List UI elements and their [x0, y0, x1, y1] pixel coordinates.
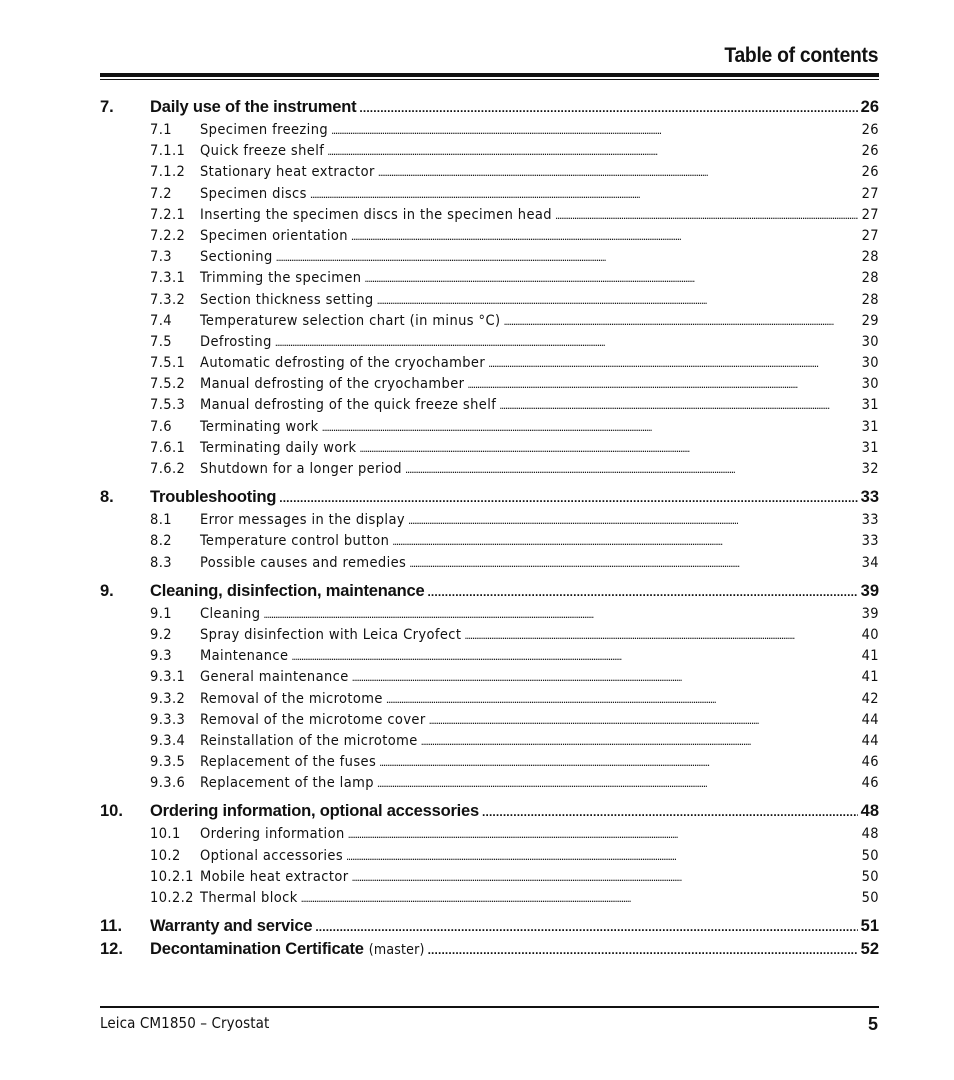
toc-section-entry[interactable]	[100, 627, 879, 648]
toc-section-entry[interactable]	[100, 848, 879, 869]
toc-section-entry[interactable]	[100, 669, 879, 690]
toc-entry-title: Terminating work	[200, 418, 319, 435]
toc-entry-number: 11.	[100, 917, 123, 936]
toc-entry-page-number: 48	[860, 802, 879, 821]
toc-entry-title: General maintenance	[200, 669, 349, 686]
toc-entry-title: Manual defrosting of the quick freeze shelf	[200, 397, 497, 414]
toc-entry-title: Possible causes and remedies	[200, 554, 407, 571]
toc-entry-page-number: 44	[861, 732, 879, 749]
toc-dot-leader	[427, 582, 857, 601]
toc-entry-title: Replacement of the fuses	[200, 754, 377, 771]
toc-entry-page-number: 28	[861, 249, 879, 266]
toc-entry-page-number: 40	[861, 626, 879, 643]
toc-section-entry[interactable]	[100, 143, 879, 164]
toc-dot-leader	[377, 775, 858, 791]
toc-entry-number: 10.2	[150, 847, 181, 864]
toc-dot-leader	[379, 754, 858, 770]
toc-entry-title: Ordering information	[200, 826, 345, 843]
toc-entry-title: Optional accessories	[200, 847, 344, 864]
toc-dot-leader	[482, 802, 858, 821]
toc-entry-number: 9.2	[150, 626, 172, 643]
toc-entry-number: 7.2.2	[150, 227, 186, 244]
toc-entry-number: 7.3.1	[150, 270, 186, 287]
toc-dot-leader	[276, 249, 858, 265]
toc-section-entry[interactable]	[100, 648, 879, 669]
toc-section-entry[interactable]	[100, 754, 879, 775]
toc-entry-title: Temperature control button	[200, 533, 390, 550]
toc-dot-leader	[392, 533, 858, 549]
toc-dot-leader	[331, 122, 858, 138]
toc-entry-title: Section thickness setting	[200, 291, 374, 308]
toc-section-entry[interactable]	[100, 270, 879, 291]
toc-entry-page-number: 41	[861, 648, 879, 665]
toc-chapter-entry[interactable]	[100, 488, 879, 511]
toc-entry-number: 7.2	[150, 185, 172, 202]
toc-entry-page-number: 46	[861, 754, 879, 771]
toc-section-entry[interactable]	[100, 207, 879, 228]
toc-entry-number: 7.6.2	[150, 461, 186, 477]
toc-dot-leader	[429, 712, 858, 728]
toc-dot-leader	[301, 890, 858, 906]
toc-entry-title: Stationary heat extractor	[200, 164, 375, 181]
toc-entry-page-number: 31	[861, 418, 879, 435]
header-rule-thin	[100, 79, 879, 80]
toc-entry-number: 7.3	[150, 249, 172, 266]
toc-section-entry[interactable]	[100, 440, 879, 461]
toc-section-entry[interactable]	[100, 775, 879, 796]
toc-dot-leader	[351, 228, 858, 244]
toc-entry-title: Defrosting	[200, 333, 272, 350]
footer-product-name: Leica CM1850 – Cryostat	[100, 1014, 270, 1032]
toc-entry-number: 9.3.5	[150, 754, 186, 771]
toc-dot-leader	[315, 917, 857, 936]
toc-entry-title: Cleaning	[200, 605, 261, 622]
toc-section-entry[interactable]	[100, 355, 879, 376]
toc-entry-number: 7.5.1	[150, 355, 186, 372]
toc-entry-number: 7.6.1	[150, 439, 186, 456]
toc-section-entry[interactable]	[100, 606, 879, 627]
toc-section-entry[interactable]	[100, 461, 879, 482]
toc-entry-page-number: 34	[861, 554, 879, 571]
toc-dot-leader	[405, 461, 858, 477]
toc-entry-number: 7.5.3	[150, 397, 186, 414]
toc-chapter-entry[interactable]	[100, 98, 879, 121]
toc-entry-title: Temperaturew selection chart (in minus °C)	[200, 312, 501, 329]
toc-dot-leader	[428, 940, 858, 959]
toc-entry-page-number: 28	[861, 270, 879, 287]
toc-chapter-entry[interactable]	[100, 940, 879, 963]
toc-section-entry[interactable]	[100, 228, 879, 249]
toc-entry-title: Mobile heat extractor	[200, 868, 349, 885]
toc-entry-number: 9.3.1	[150, 669, 186, 686]
toc-entry-number: 7.5.2	[150, 376, 186, 393]
toc-entry-title: Troubleshooting	[150, 488, 277, 507]
toc-section-entry[interactable]	[100, 186, 879, 207]
toc-dot-leader	[359, 98, 857, 117]
toc-entry-number: 9.1	[150, 605, 172, 622]
toc-entry-page-number: 33	[861, 533, 879, 550]
toc-entry-page-number: 26	[860, 98, 879, 116]
toc-entry-title: Specimen discs	[200, 185, 307, 202]
toc-entry-number: 7.3.2	[150, 291, 186, 308]
toc-dot-leader	[503, 313, 858, 329]
toc-dot-leader	[351, 869, 858, 885]
toc-entry-page-number: 33	[860, 488, 879, 507]
toc-entry-title: Daily use of the instrument	[150, 98, 357, 116]
toc-entry-title: Warranty and service	[150, 917, 313, 936]
toc-dot-leader	[386, 691, 858, 707]
toc-entry-title: Reinstallation of the microtome	[200, 732, 418, 749]
toc-entry-page-number: 46	[861, 775, 879, 792]
toc-dot-leader	[275, 334, 858, 350]
toc-entry-title: Removal of the microtome	[200, 690, 383, 707]
page-title: Table of contents	[724, 44, 878, 67]
toc-entry-page-number: 29	[861, 312, 879, 329]
toc-entry-title: Automatic defrosting of the cryochamber	[200, 355, 486, 372]
toc-entry-number: 9.3.3	[150, 711, 186, 728]
toc-entry-page-number: 39	[860, 581, 879, 600]
toc-section-entry[interactable]	[100, 292, 879, 313]
toc-entry-number: 10.2.2	[150, 890, 194, 906]
toc-section-entry[interactable]	[100, 555, 879, 576]
toc-dot-leader	[467, 376, 858, 392]
toc-section-entry[interactable]	[100, 122, 879, 143]
toc-entry-number: 10.2.1	[150, 868, 194, 885]
toc-dot-leader	[378, 164, 858, 180]
toc-entry-number: 9.3.4	[150, 732, 186, 749]
toc-entry-number: 7.2.1	[150, 206, 186, 223]
toc-entry-title: Error messages in the display	[200, 512, 405, 529]
toc-section-entry[interactable]	[100, 164, 879, 185]
toc-entry-page-number: 39	[861, 605, 879, 622]
toc-section-entry[interactable]	[100, 533, 879, 554]
table-of-contents	[100, 98, 879, 963]
toc-entry-title: Decontamination Certificate	[150, 940, 364, 959]
toc-entry-number: 8.1	[150, 512, 172, 529]
toc-entry-page-number: 30	[861, 376, 879, 393]
toc-entry-number: 7.6	[150, 418, 172, 435]
toc-entry-page-number: 27	[861, 185, 879, 202]
toc-dot-leader	[352, 669, 858, 685]
toc-chapter-entry[interactable]	[100, 582, 879, 605]
toc-entry-number: 8.	[100, 488, 114, 507]
toc-dot-leader	[359, 440, 858, 456]
toc-entry-page-number: 50	[861, 847, 879, 864]
toc-dot-leader	[499, 397, 858, 413]
toc-dot-leader	[327, 143, 858, 159]
toc-entry-number: 9.3.2	[150, 690, 186, 707]
toc-entry-page-number: 44	[861, 711, 879, 728]
toc-entry-number: 7.1.2	[150, 164, 186, 181]
toc-entry-title: Thermal block	[200, 890, 298, 906]
toc-entry-number: 9.	[100, 581, 114, 600]
toc-entry-page-number: 27	[861, 227, 879, 244]
toc-dot-leader	[348, 826, 858, 842]
toc-dot-leader	[291, 648, 858, 664]
toc-section-entry[interactable]	[100, 733, 879, 754]
toc-dot-leader	[421, 733, 858, 749]
footer-page-number: 5	[867, 1014, 878, 1034]
toc-entry-title: Cleaning, disinfection, maintenance	[150, 581, 425, 600]
toc-section-entry[interactable]	[100, 334, 879, 355]
toc-entry-page-number: 27	[861, 206, 879, 223]
toc-section-entry[interactable]	[100, 890, 879, 911]
toc-dot-leader	[263, 606, 858, 622]
toc-entry-page-number: 26	[861, 143, 879, 160]
toc-entry-page-number: 26	[861, 122, 879, 138]
toc-section-entry[interactable]	[100, 397, 879, 418]
toc-chapter-entry[interactable]	[100, 917, 879, 940]
toc-entry-title: Ordering information, optional accessories	[150, 802, 480, 821]
toc-section-entry[interactable]	[100, 249, 879, 270]
toc-entry-number: 7.5	[150, 333, 172, 350]
toc-chapter-entry[interactable]	[100, 802, 879, 825]
toc-entry-title: Maintenance	[200, 648, 289, 665]
toc-entry-number: 10.	[100, 802, 123, 821]
toc-entry-number: 8.2	[150, 533, 172, 550]
toc-entry-page-number: 31	[861, 439, 879, 456]
toc-entry-number: 8.3	[150, 554, 172, 571]
toc-entry-title: Spray disinfection with Leica Cryofect	[200, 626, 462, 643]
toc-entry-page-number: 32	[861, 461, 879, 477]
toc-entry-title: Specimen orientation	[200, 227, 348, 244]
toc-entry-page-number: 51	[860, 917, 879, 936]
toc-entry-page-number: 33	[861, 512, 879, 529]
toc-entry-title: Replacement of the lamp	[200, 775, 374, 792]
toc-dot-leader	[408, 512, 858, 528]
toc-section-entry[interactable]	[100, 826, 879, 847]
toc-entry-number: 9.3	[150, 648, 172, 665]
toc-entry-number: 7.1	[150, 122, 172, 138]
toc-entry-page-number: 30	[861, 333, 879, 350]
toc-entry-title: Trimming the specimen	[200, 270, 362, 287]
toc-dot-leader	[279, 488, 857, 507]
toc-entry-page-number: 28	[861, 291, 879, 308]
toc-entry-title: Specimen freezing	[200, 122, 329, 138]
toc-dot-leader	[364, 270, 858, 286]
toc-section-entry[interactable]	[100, 313, 879, 334]
toc-entry-title: Quick freeze shelf	[200, 143, 325, 160]
toc-entry-number: 9.3.6	[150, 775, 186, 792]
toc-entry-page-number: 52	[860, 940, 879, 959]
toc-entry-page-number: 42	[861, 690, 879, 707]
toc-entry-number: 7.1.1	[150, 143, 186, 160]
toc-entry-title: Removal of the microtome cover	[200, 711, 426, 728]
toc-entry-title: Shutdown for a longer period	[200, 461, 402, 477]
toc-entry-title: Manual defrosting of the cryochamber	[200, 376, 465, 393]
toc-entry-page-number: 41	[861, 669, 879, 686]
toc-entry-number: 10.1	[150, 826, 181, 843]
toc-entry-number: 7.4	[150, 312, 172, 329]
toc-section-entry[interactable]	[100, 376, 879, 397]
toc-entry-number: 12.	[100, 940, 123, 959]
toc-section-entry[interactable]	[100, 691, 879, 712]
toc-entry-number: 7.	[100, 98, 114, 116]
toc-entry-page-number: 50	[861, 890, 879, 906]
toc-dot-leader	[488, 355, 858, 371]
toc-entry-page-number: 30	[861, 355, 879, 372]
footer-rule	[100, 1006, 879, 1008]
toc-entry-page-number: 26	[861, 164, 879, 181]
toc-section-entry[interactable]	[100, 419, 879, 440]
toc-section-entry[interactable]	[100, 512, 879, 533]
toc-section-entry[interactable]	[100, 712, 879, 733]
toc-dot-leader	[377, 292, 858, 308]
toc-entry-page-number: 48	[861, 826, 879, 843]
toc-entry-title: Inserting the specimen discs in the specimen head	[200, 206, 552, 223]
toc-entry-title: Sectioning	[200, 249, 273, 266]
toc-entry-page-number: 50	[861, 868, 879, 885]
toc-entry-suffix: (master)	[368, 942, 425, 959]
toc-dot-leader	[464, 627, 858, 643]
toc-entry-page-number: 31	[861, 397, 879, 414]
toc-dot-leader	[555, 207, 858, 223]
toc-dot-leader	[310, 186, 858, 202]
header-rule-thick	[100, 73, 879, 77]
toc-dot-leader	[346, 848, 858, 864]
toc-dot-leader	[409, 555, 858, 571]
toc-section-entry[interactable]	[100, 869, 879, 890]
toc-entry-title: Terminating daily work	[200, 439, 357, 456]
toc-dot-leader	[322, 419, 858, 435]
